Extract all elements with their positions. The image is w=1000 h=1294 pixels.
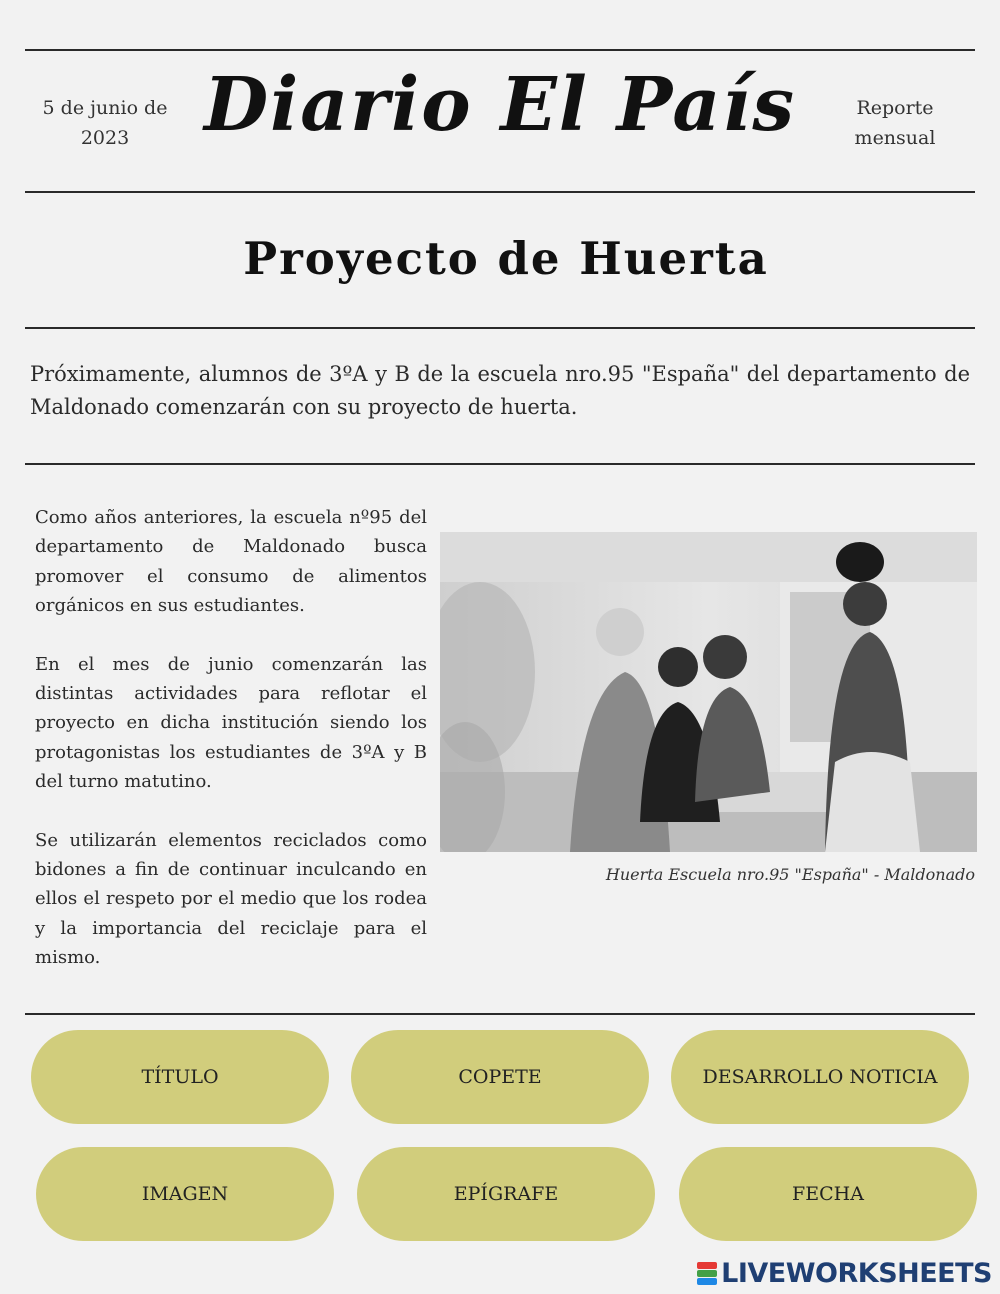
report-label: Reporte mensual	[854, 97, 936, 149]
headline-rule	[25, 327, 975, 329]
option-desarrollo-button[interactable]: DESARROLLO NOTICIA	[671, 1030, 969, 1124]
body-paragraph: Se utilizarán elementos reciclados como bidones a fin de continuar inculcando en ellos el respeto por el medio que los rodea y la importancia del reciclaje para el mismo.	[35, 829, 427, 969]
option-epigrafe-button[interactable]: EPÍGRAFE	[357, 1147, 655, 1241]
lead-rule	[25, 463, 975, 465]
body-paragraph: En el mes de junio comenzarán las distintas actividades para reflotar el proyecto en dicha institución siendo los protagonistas los estudiantes de 3ºA y B del turno matutino.	[35, 653, 427, 793]
logo-mark-icon	[697, 1262, 717, 1285]
article-photo	[440, 532, 977, 852]
article-headline: Proyecto de Huerta	[243, 232, 769, 285]
option-copete-button[interactable]: COPETE	[351, 1030, 649, 1124]
option-fecha-button[interactable]: FECHA	[679, 1147, 977, 1241]
issue-date: 5 de junio de 2023	[42, 97, 168, 149]
liveworksheets-logo	[697, 1258, 992, 1289]
option-imagen-button[interactable]: IMAGEN	[36, 1147, 334, 1241]
top-rule	[25, 49, 975, 51]
masthead-rule	[25, 191, 975, 193]
article-lead: Próximamente, alumnos de 3ºA y B de la escuela nro.95 "España" del departamento de Maldonado comenzarán con su proyecto de huerta.	[30, 362, 970, 419]
option-titulo-button[interactable]: TÍTULO	[31, 1030, 329, 1124]
logo-text: LIVEWORKSHEETS	[721, 1258, 992, 1289]
footer-rule	[25, 1013, 975, 1015]
body-paragraph: Como años anteriores, la escuela nº95 del departamento de Maldonado busca promover el consumo de alimentos orgánicos en sus estudiantes.	[35, 507, 427, 617]
article-body	[35, 503, 427, 1002]
photo-caption: Huerta Escuela nro.95 "España" - Maldonado	[605, 865, 975, 884]
masthead-title: Diario El País	[203, 62, 797, 148]
photo-illustration	[440, 532, 977, 852]
